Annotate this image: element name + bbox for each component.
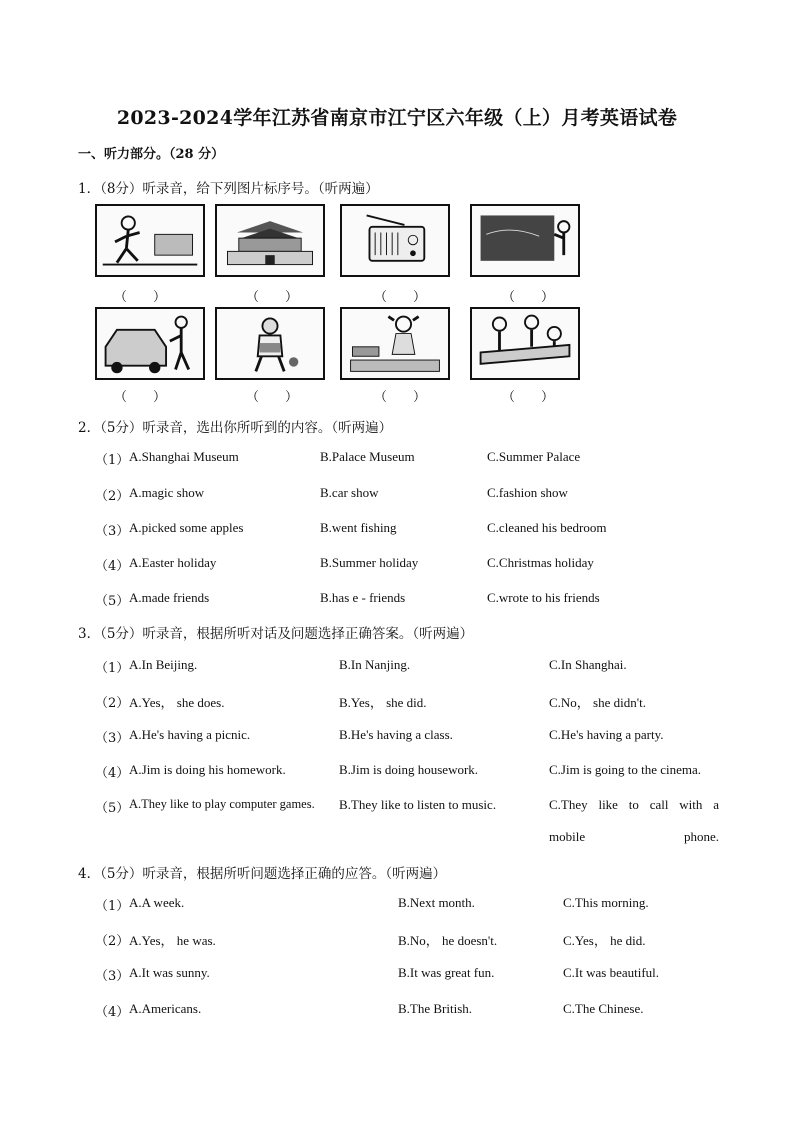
q2-1-option-b[interactable]: B.Palace Museum xyxy=(320,449,415,464)
q3-5-option-c[interactable]: C.They like to call with a mobile phone. xyxy=(549,797,719,844)
radio-icon xyxy=(340,204,450,277)
tiananmen-icon xyxy=(215,204,325,277)
q2-3-option-c[interactable]: C.cleaned his bedroom xyxy=(487,520,607,535)
q3-3-option-a[interactable]: A.He's having a picnic. xyxy=(129,727,251,742)
q2-5-option-b[interactable]: B.has e - friends xyxy=(320,590,406,605)
q2-5-option-c[interactable]: C.wrote to his friends xyxy=(487,590,600,605)
q4-4-option-a[interactable]: A.Americans. xyxy=(129,1001,202,1016)
q2-3-option-a[interactable]: A.picked some apples xyxy=(129,520,244,535)
q3-1-option-c[interactable]: C.In Shanghai. xyxy=(549,657,627,672)
question-2-stem: 2．（5分）听录音，选出你所听到的内容。（听两遍） xyxy=(78,420,393,436)
girl-cooking-icon xyxy=(340,307,450,380)
q3-2-option-c[interactable]: C.No， she didn't. xyxy=(549,695,646,710)
q2-item-number: （3） xyxy=(95,524,130,539)
picture-8-answer-blank[interactable]: （ ） xyxy=(501,390,554,405)
q3-item-number: （1） xyxy=(95,661,130,676)
q2-5-option-a[interactable]: A.made friends xyxy=(129,590,210,605)
q3-5-option-b[interactable]: B.They like to listen to music. xyxy=(339,797,497,812)
man-washing-car-icon xyxy=(95,307,205,380)
q3-4-option-c[interactable]: C.Jim is going to the cinema. xyxy=(549,762,702,777)
q2-1-option-a[interactable]: A.Shanghai Museum xyxy=(129,449,239,464)
q4-1-option-b[interactable]: B.Next month. xyxy=(398,895,475,910)
q3-item-number: （2） xyxy=(95,696,130,711)
q2-item-number: （5） xyxy=(95,594,130,609)
picture-6-answer-blank[interactable]: （ ） xyxy=(245,390,298,405)
q3-1-option-a[interactable]: A.In Beijing. xyxy=(129,657,198,672)
q4-item-number: （1） xyxy=(95,899,130,914)
q4-2-option-c[interactable]: C.Yes， he did. xyxy=(563,933,646,948)
q2-4-option-b[interactable]: B.Summer holiday xyxy=(320,555,419,570)
q2-2-option-c[interactable]: C.fashion show xyxy=(487,485,568,500)
q3-1-option-b[interactable]: B.In Nanjing. xyxy=(339,657,411,672)
q2-2-option-a[interactable]: A.magic show xyxy=(129,485,205,500)
q3-3-option-b[interactable]: B.He's having a class. xyxy=(339,727,453,742)
children-at-desk-icon xyxy=(470,307,580,380)
picture-7-answer-blank[interactable]: （ ） xyxy=(373,390,426,405)
q3-2-option-a[interactable]: A.Yes， she does. xyxy=(129,695,225,710)
q4-item-number: （2） xyxy=(95,934,130,949)
q4-item-number: （4） xyxy=(95,1005,130,1020)
picture-3-answer-blank[interactable]: （ ） xyxy=(373,290,426,305)
q2-1-option-c[interactable]: C.Summer Palace xyxy=(487,449,581,464)
picture-5-answer-blank[interactable]: （ ） xyxy=(113,390,166,405)
q2-2-option-b[interactable]: B.car show xyxy=(320,485,379,500)
q3-2-option-b[interactable]: B.Yes， she did. xyxy=(339,695,427,710)
picture-2-answer-blank[interactable]: （ ） xyxy=(245,290,298,305)
q3-4-option-a[interactable]: A.Jim is doing his homework. xyxy=(129,762,286,777)
q4-item-number: （3） xyxy=(95,969,130,984)
q2-item-number: （1） xyxy=(95,453,130,468)
question-4-stem: 4．（5分）听录音，根据所听问题选择正确的应答。（听两遍） xyxy=(78,866,447,882)
q2-3-option-b[interactable]: B.went fishing xyxy=(320,520,397,535)
q4-3-option-c[interactable]: C.It was beautiful. xyxy=(563,965,660,980)
q3-item-number: （4） xyxy=(95,766,130,781)
q4-2-option-b[interactable]: B.No， he doesn't. xyxy=(398,933,498,948)
q4-1-option-c[interactable]: C.This morning. xyxy=(563,895,649,910)
picture-4-answer-blank[interactable]: （ ） xyxy=(501,290,554,305)
question-3-stem: 3．（5分）听录音，根据所听对话及问题选择正确答案。（听两遍） xyxy=(78,626,474,642)
q2-4-option-a[interactable]: A.Easter holiday xyxy=(129,555,217,570)
q2-item-number: （2） xyxy=(95,489,130,504)
q4-4-option-c[interactable]: C.The Chinese. xyxy=(563,1001,644,1016)
q4-3-option-a[interactable]: A.It was sunny. xyxy=(129,965,210,980)
q3-3-option-c[interactable]: C.He's having a party. xyxy=(549,727,664,742)
q3-4-option-b[interactable]: B.Jim is doing housework. xyxy=(339,762,479,777)
q4-3-option-b[interactable]: B.It was great fun. xyxy=(398,965,495,980)
running-boy-icon xyxy=(95,204,205,277)
q3-item-number: （3） xyxy=(95,731,130,746)
q3-item-number: （5） xyxy=(95,801,130,816)
page-title: 2023-2024学年江苏省南京市江宁区六年级（上）月考英语试卷 xyxy=(116,107,678,129)
boy-reading-icon xyxy=(215,307,325,380)
q2-item-number: （4） xyxy=(95,559,130,574)
q4-4-option-b[interactable]: B.The British. xyxy=(398,1001,473,1016)
section-heading: 一、听力部分。（28 分） xyxy=(78,147,225,162)
q3-5-option-a[interactable]: A.They like to play computer games. xyxy=(129,797,315,811)
q4-2-option-a[interactable]: A.Yes， he was. xyxy=(129,933,216,948)
question-1-stem: 1．（8分）听录音，给下列图片标序号。（听两遍） xyxy=(78,181,379,197)
picture-1-answer-blank[interactable]: （ ） xyxy=(113,290,166,305)
q2-4-option-c[interactable]: C.Christmas holiday xyxy=(487,555,594,570)
q4-1-option-a[interactable]: A.A week. xyxy=(129,895,185,910)
teacher-blackboard-icon xyxy=(470,204,580,277)
